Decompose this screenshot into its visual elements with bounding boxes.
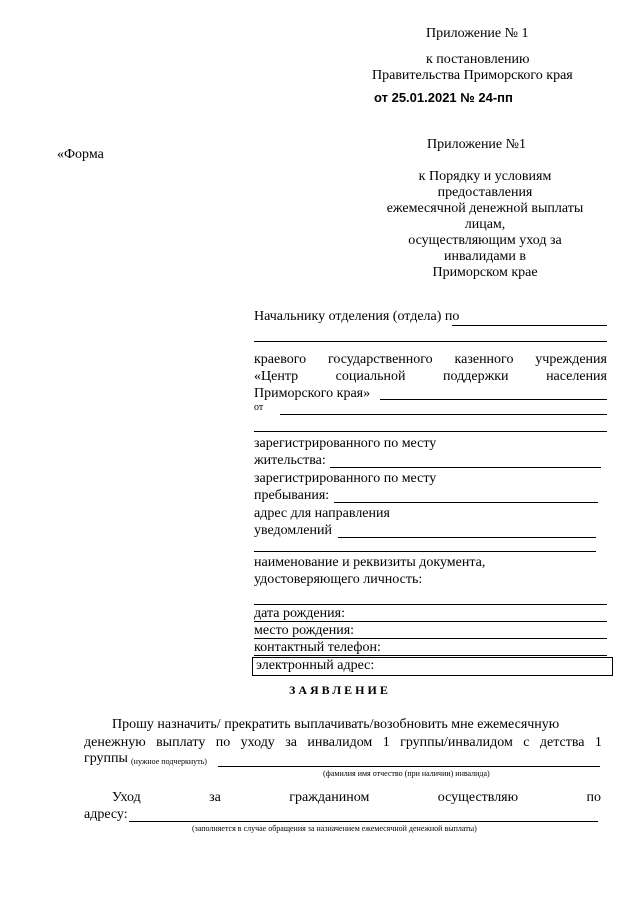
email-label: электронный адрес:	[256, 658, 375, 673]
institution-word: краевого	[254, 352, 307, 367]
statement-word: группы/инвалидом	[400, 735, 513, 750]
notify-field-2[interactable]	[254, 551, 596, 552]
institution-word: государственного	[327, 352, 433, 367]
institution-word: казенного	[454, 352, 514, 367]
statement-line-4	[112, 791, 601, 805]
birth-place-label: место рождения:	[254, 623, 355, 638]
statement-word: Уход	[112, 790, 141, 805]
reg-residence-label-1: зарегистрированного по месту	[254, 436, 437, 451]
addressee-head-field[interactable]	[452, 325, 607, 326]
statement-title: ЗАЯВЛЕНИЕ	[289, 683, 391, 697]
statement-word: денежную	[84, 735, 146, 750]
reg-stay-label-2: пребывания:	[254, 488, 330, 503]
addressee-head: Начальнику отделения (отдела) по	[254, 309, 460, 324]
statement-word: 1	[382, 735, 390, 750]
reg-residence-field[interactable]	[330, 467, 601, 468]
id-doc-label-1: наименование и реквизиты документа,	[254, 555, 486, 570]
appendix2-line: к Порядку и условиям	[418, 169, 552, 184]
statement-word: с	[523, 735, 530, 750]
phone-label: контактный телефон:	[254, 640, 381, 655]
birth-place-field[interactable]	[254, 638, 607, 639]
phone-field[interactable]	[254, 655, 607, 656]
institution-word: учреждения	[535, 352, 607, 367]
statement-line-2	[84, 736, 602, 750]
institution-line-1	[254, 353, 607, 367]
institution-word: «Центр	[254, 369, 299, 384]
statement-word: детства	[539, 735, 585, 750]
appendix2-line: ежемесячной денежной выплаты	[386, 201, 584, 216]
underline-note: (нужное подчеркнуть)	[131, 757, 207, 766]
statement-word: уходу	[240, 735, 275, 750]
statement-word: гражданином	[289, 790, 370, 805]
appendix1-date: от 25.01.2021 № 24-пп	[374, 90, 513, 105]
reg-stay-label-1: зарегистрированного по месту	[254, 471, 437, 486]
forma-label: «Форма	[57, 147, 104, 162]
reg-residence-label-2: жительства:	[254, 453, 326, 468]
addressee-dept-field[interactable]	[254, 341, 607, 342]
appendix1-government: Правительства Приморского края	[372, 68, 573, 83]
disabled-person-name-caption: (фамилия имя отчество (при наличии) инвалида)	[323, 769, 490, 778]
appendix2-line: Приморском крае	[432, 265, 538, 280]
statement-line-3-word: группы	[84, 751, 128, 766]
appendix2-title: Приложение №1	[427, 137, 526, 152]
id-doc-field[interactable]	[254, 604, 607, 605]
appendix1-title: Приложение № 1	[426, 26, 529, 41]
notify-field[interactable]	[338, 537, 596, 538]
notify-label-1: адрес для направления	[254, 506, 390, 521]
statement-word: выплату	[156, 735, 206, 750]
id-doc-label-2: удостоверяющего личность:	[254, 572, 423, 587]
statement-word: по	[215, 735, 231, 750]
statement-word: инвалидом	[307, 735, 373, 750]
institution-word: населения	[546, 369, 607, 384]
appendix2-line: предоставления	[437, 185, 533, 200]
appendix2-line: инвалидами в	[443, 249, 527, 264]
appendix1-to: к постановлению	[426, 52, 530, 67]
applicant-name-field-2[interactable]	[254, 431, 607, 432]
appendix2-subtitle	[360, 169, 610, 281]
care-address-caption: (заполняется в случае обращения за назначением ежемесячной денежной выплаты)	[192, 824, 477, 833]
statement-line-1: Прошу назначить/ прекратить выплачивать/возобновить мне ежемесячную	[112, 717, 560, 732]
institution-line-3: Приморского края»	[254, 386, 371, 401]
statement-line-5-word: адресу:	[84, 807, 128, 822]
statement-word: за	[285, 735, 297, 750]
disabled-person-name-field[interactable]	[218, 766, 600, 767]
statement-word: 1	[594, 735, 602, 750]
care-address-field[interactable]	[129, 821, 598, 822]
institution-line-2	[254, 370, 607, 384]
statement-word: по	[586, 790, 601, 805]
institution-word: поддержки	[443, 369, 509, 384]
statement-word: осуществляю	[437, 790, 519, 805]
from-label: от	[254, 402, 264, 413]
reg-stay-field[interactable]	[334, 502, 598, 503]
birth-date-label: дата рождения:	[254, 606, 345, 621]
appendix2-line: лицам,	[464, 217, 506, 232]
institution-line-3-field[interactable]	[380, 399, 607, 400]
notify-label-2: уведомлений	[254, 523, 332, 538]
applicant-name-field[interactable]	[280, 414, 607, 415]
birth-date-field[interactable]	[254, 621, 607, 622]
institution-word: социальной	[335, 369, 406, 384]
appendix2-line: осуществляющим уход за	[408, 233, 562, 248]
statement-word: за	[209, 790, 221, 805]
